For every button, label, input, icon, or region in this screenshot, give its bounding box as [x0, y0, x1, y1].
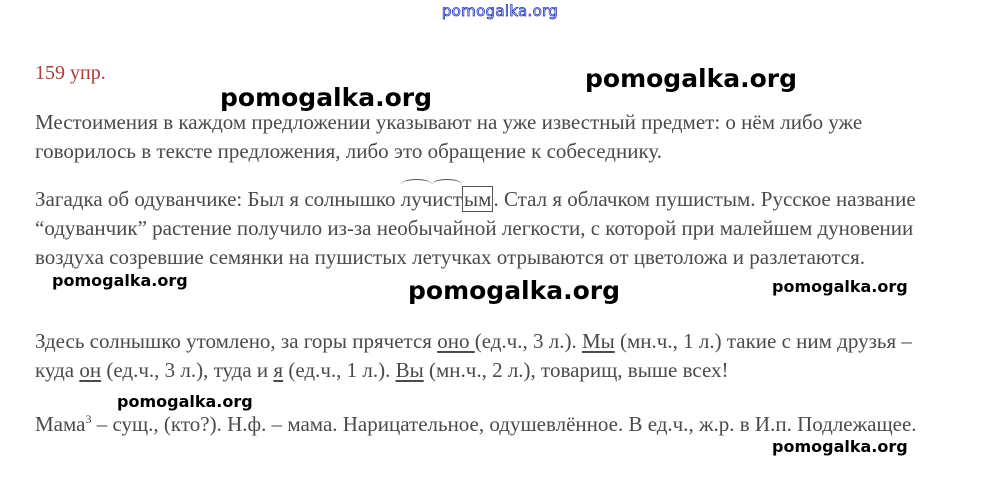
- pronoun-my: Мы: [581, 329, 615, 353]
- text-fragment: (ед.ч., 3 л.), туда и: [101, 358, 274, 382]
- analysis-text: – сущ., (кто?). Н.ф. – мама. Нарицательное, одушевлённое. В ед.ч., ж.р. в И.п. Подлежащее.: [91, 412, 917, 436]
- root-morpheme: луч: [401, 185, 433, 214]
- watermark: pomogalka.org: [585, 64, 798, 93]
- suffix-morpheme: ист: [432, 185, 462, 214]
- text-fragment: (ед.ч., 3 л.).: [474, 329, 582, 353]
- watermark: pomogalka.org: [117, 392, 253, 411]
- text-fragment: (мн.ч., 1 л.) такие с ним друзья – куда: [35, 329, 912, 382]
- pronoun-vy: Вы: [395, 358, 424, 382]
- text-fragment: (ед.ч., 1 л.).: [283, 358, 396, 382]
- watermark: pomogalka.org: [772, 277, 908, 296]
- morpheme-word: [401, 187, 494, 211]
- pronoun-on: он: [79, 358, 102, 382]
- paragraph-explanation: Местоимения в каждом предложении указывают на уже известный предмет: о нём либо уже говорилось в тексте предложения, либо это обращение к собеседнику.: [35, 110, 863, 163]
- analysis-word: Мама: [35, 412, 86, 436]
- paragraph-pronouns: [35, 327, 955, 385]
- exercise-number: 159 упр.: [35, 62, 106, 84]
- riddle-intro: Загадка об одуванчике: Был я солнышко: [35, 187, 401, 211]
- pronoun-ono: оно: [437, 329, 475, 353]
- watermark: pomogalka.org: [220, 83, 433, 112]
- paragraph-riddle: [35, 185, 955, 272]
- ending-morpheme: ым: [464, 187, 492, 211]
- text-fragment: (мн.ч., 2 л.), товарищ, выше всех!: [423, 358, 729, 382]
- watermark: pomogalka.org: [408, 276, 621, 305]
- riddle-rest: . Стал я облачком пушистым. Русское название “одуванчик” растение получило из-за необычайной легкости, с которой при малейшем дуновении воздуха созревшие семянки на пушистых летучках отрываются от цветоложа и разлетаются.: [35, 187, 916, 269]
- watermark: pomogalka.org: [772, 437, 908, 456]
- text-fragment: Здесь солнышко утомлено, за горы прячется: [35, 329, 438, 353]
- pronoun-ya: я: [273, 358, 284, 382]
- site-mark: pomogalka.org: [441, 2, 559, 20]
- analysis-superscript: 3: [85, 412, 92, 426]
- watermark: pomogalka.org: [52, 271, 188, 290]
